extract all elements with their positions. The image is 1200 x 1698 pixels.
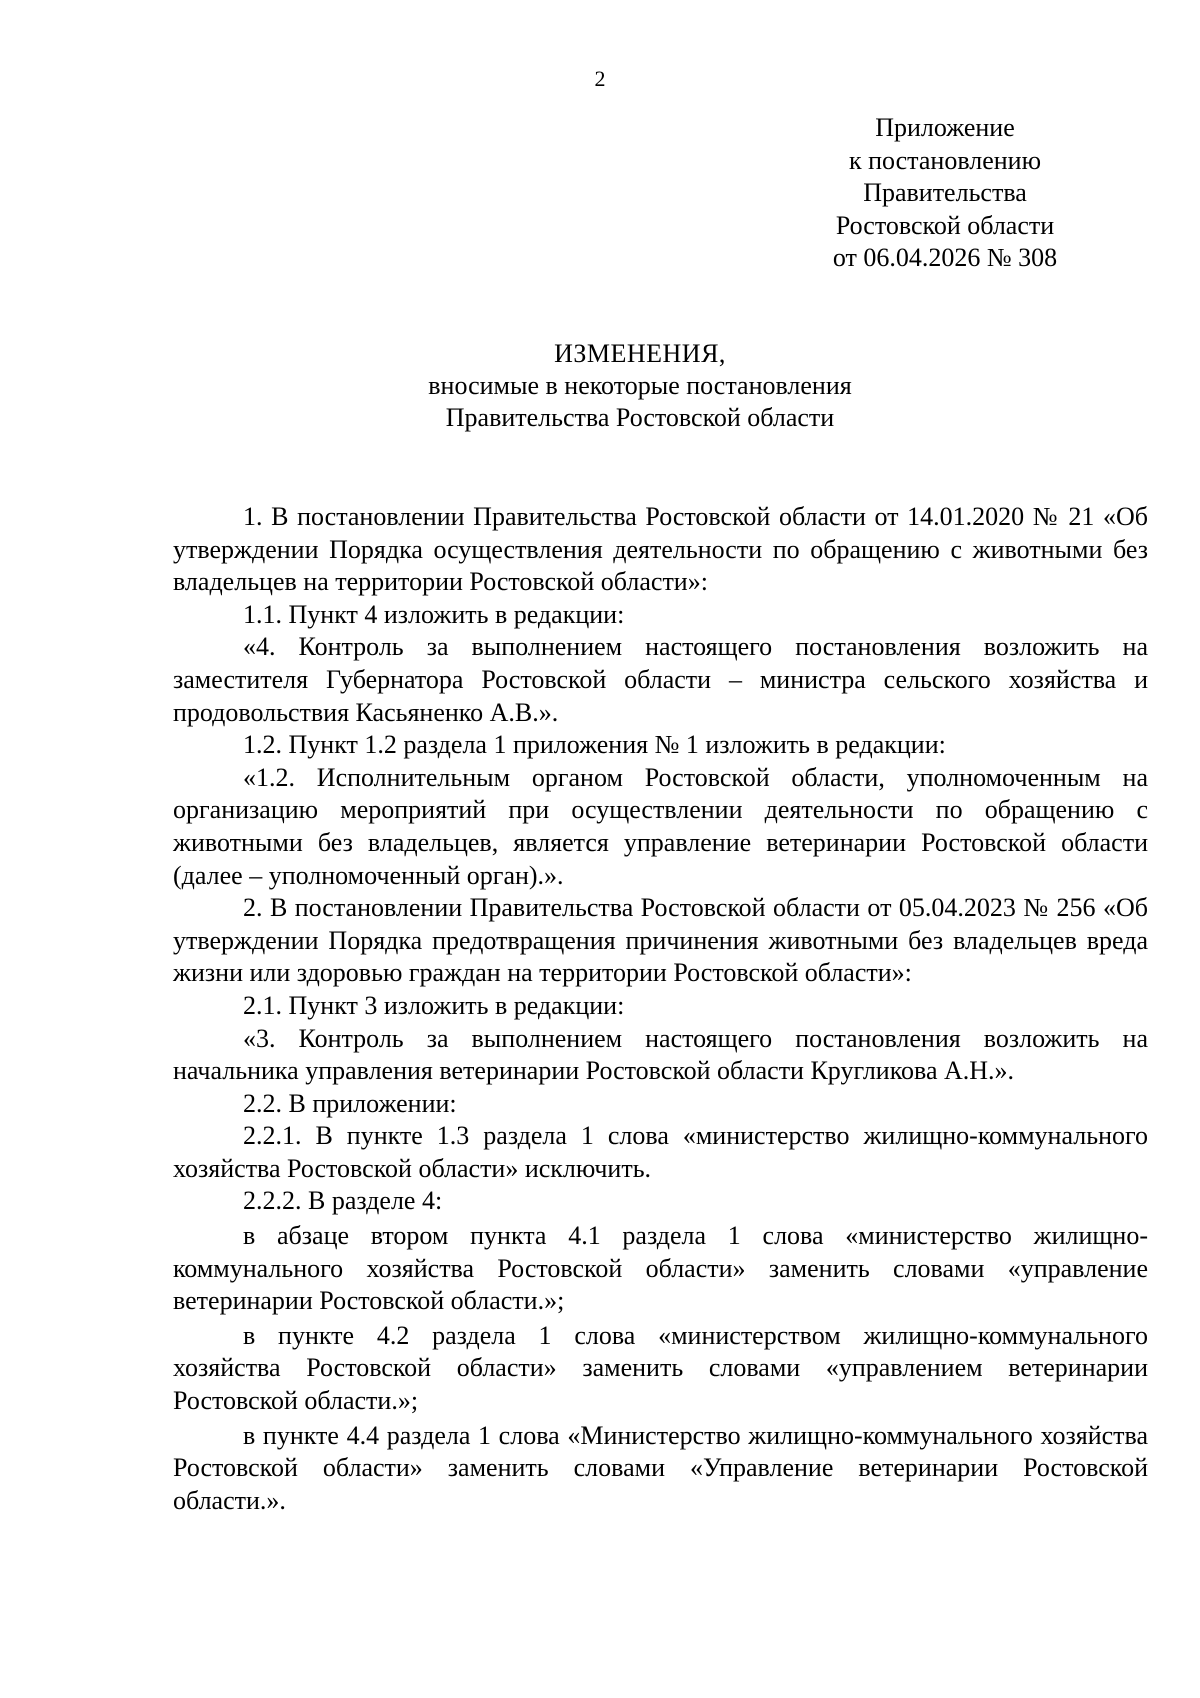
paragraph: в пункте 4.2 раздела 1 слова «министерством жилищно-коммунального хозяйства Ростовской области» заменить словами «управлением ветеринарии Ростовской области.»; [173,1320,1148,1416]
appendix-line: Правительства [863,178,1027,207]
appendix-line: к постановлению [848,145,1042,175]
paragraph: 1.2. Пункт 1.2 раздела 1 приложения № 1 изложить в редакции: [243,730,946,760]
paragraph: 2.2.1. В пункте 1.3 раздела 1 слова «министерство жилищно-коммунального хозяйства Ростовской области» исключить. [173,1121,1148,1183]
paragraph: 1.1. Пункт 4 изложить в редакции: [243,599,625,629]
paragraph: 2.2. В приложении: [243,1088,457,1118]
appendix-line: Приложение [875,113,1015,142]
title-subtitle: Правительства Ростовской области [445,403,835,432]
appendix-line: Ростовской области [835,210,1055,240]
title-heading: ИЗМЕНЕНИЯ, [554,339,726,368]
paragraph: в абзаце втором пункта 4.1 раздела 1 слова «министерство жилищно-коммунального хозяйства Ростовской области» заменить словами «управление ветеринарии Ростовской области.»; [173,1221,1148,1316]
appendix-header [790,112,1100,275]
paragraph: «3. Контроль за выполнением настоящего постановления возложить на начальника управления ветеринарии Ростовской области Кругликова А.Н.». [173,1023,1148,1086]
document-body [173,501,1148,1517]
title-subtitle: вносимые в некоторые постановления [428,371,852,400]
paragraph: «4. Контроль за выполнением настоящего постановления возложить на заместителя Губернатора Ростовской области – министра сельского хозяйства и продовольствия Касьяненко А.В.». [173,632,1148,727]
paragraph: 2.1. Пункт 3 изложить в редакции: [243,990,625,1020]
paragraph: 2.2.2. В разделе 4: [243,1186,443,1216]
appendix-line: от 06.04.2026 № 308 [832,243,1058,272]
document-title [170,338,1110,434]
page-number: 2 [594,66,606,91]
paragraph: в пункте 4.4 раздела 1 слова «Министерство жилищно-коммунального хозяйства Ростовской области» заменить словами «Управление ветеринарии Ростовской области.». [173,1420,1148,1515]
paragraph: 1. В постановлении Правительства Ростовской области от 14.01.2020 № 21 «Об утверждении Порядка осуществления деятельности по обращению с животными без владельцев на территории Ростовской области»: [173,502,1148,597]
paragraph: 2. В постановлении Правительства Ростовской области от 05.04.2023 № 256 «Об утверждении Порядка предотвращения причинения животными без владельцев вреда жизни или здоровью граждан на территории Ростовской области»: [173,893,1148,988]
paragraph: «1.2. Исполнительным органом Ростовской области, уполномоченным на организацию мероприятий при осуществлении деятельности по обращению с животными без владельцев, является управление ветеринарии Ростовской области (далее – уполномоченный орган).». [173,762,1148,890]
